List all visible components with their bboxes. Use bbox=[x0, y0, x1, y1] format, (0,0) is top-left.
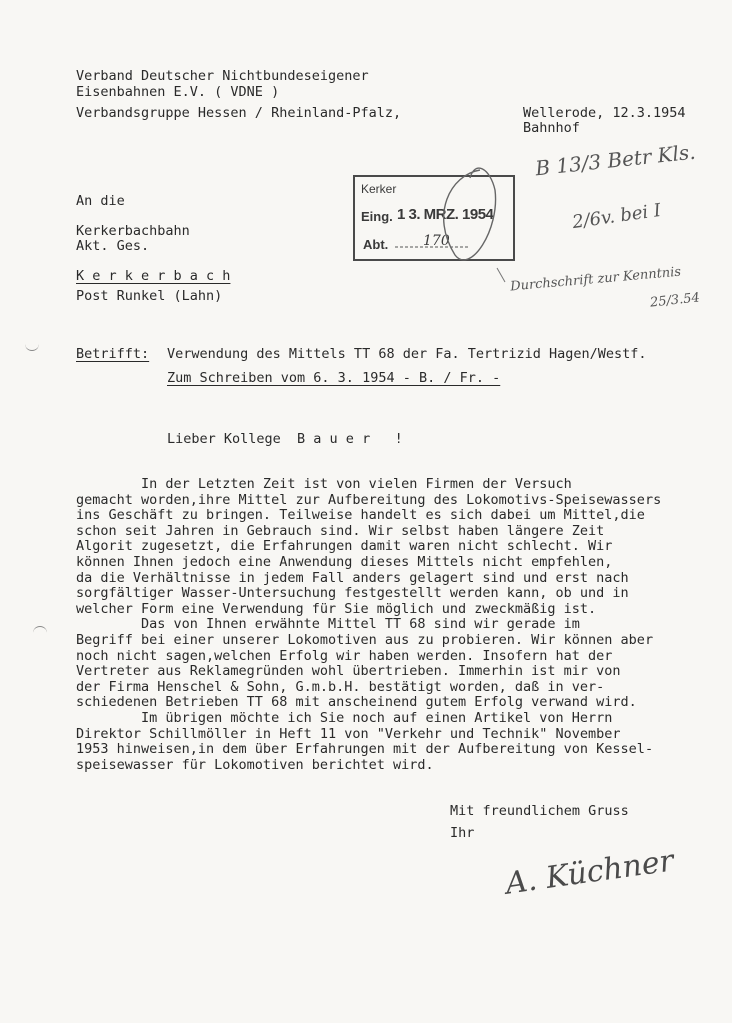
body-line: 1953 hinweisen,in dem über Erfahrungen mit der Aufbereitung von Kessel- bbox=[76, 741, 654, 758]
recipient-line-2: Kerkerbachbahn bbox=[76, 223, 190, 239]
body-line: können Ihnen jedoch eine Anwendung dieses Mittels nicht empfehlen, bbox=[76, 554, 613, 570]
recipient-line-1: An die bbox=[76, 193, 125, 209]
handwritten-note-routing: B 13/3 Betr Kls. bbox=[534, 139, 697, 181]
body-line: Algorit zugesetzt, die Erfahrungen damit waren nicht schlecht. Wir bbox=[76, 538, 613, 555]
body-line: Im übrigen möchte ich Sie noch auf einen Artikel von Herrn bbox=[76, 710, 613, 726]
sender-line-2: Eisenbahnen E.V. ( VDNE ) bbox=[76, 84, 280, 100]
body-line: In der Letzten Zeit ist von vielen Firmen der Versuch bbox=[76, 476, 572, 492]
salutation: Lieber Kollege B a u e r ! bbox=[167, 431, 403, 447]
stamp-dept-value: 170 bbox=[423, 233, 450, 249]
body-line: sorgfältiger Wasser-Untersuchung festgestellt werden kann, ob und in bbox=[76, 585, 629, 602]
body-line: gemacht worden,ihre Mittel zur Aufbereitung des Lokomotivs-Speisewassers bbox=[76, 491, 662, 508]
closing-greeting: Mit freundlichem Gruss bbox=[450, 803, 629, 819]
sender-line-1: Verband Deutscher Nichtbundeseigener bbox=[76, 68, 369, 84]
body-line: speisewasser für Lokomotiven berichtet wird. bbox=[76, 756, 434, 773]
place-station: Bahnhof bbox=[523, 120, 580, 136]
stamp-dept-label: Abt. bbox=[363, 237, 389, 252]
closing-ihr: Ihr bbox=[450, 825, 475, 841]
subject-line-1: Verwendung des Mittels TT 68 der Fa. Tertrizid Hagen/Westf. bbox=[167, 346, 647, 362]
handwritten-note-date: 2/6v. bei I bbox=[570, 199, 663, 234]
stamp-received-label: Eing. bbox=[361, 209, 393, 224]
body-line: welcher Form eine Verwendung für Sie möglich und zweckmäßig ist. bbox=[76, 600, 597, 617]
stamp-company: Kerker bbox=[361, 182, 397, 196]
handwritten-note-copy: Durchschrift zur Kenntnis bbox=[509, 264, 682, 295]
body-line: schon seit Jahren in Gebrauch sind. Wir selbst haben längere Zeit bbox=[76, 522, 605, 539]
body-line: Das von Ihnen erwähnte Mittel TT 68 sind wir gerade im bbox=[76, 616, 580, 633]
punch-mark-bottom bbox=[33, 626, 47, 633]
body-line: schiedenen Betrieben TT 68 mit anscheinend gutem Erfolg verwand wird. bbox=[76, 694, 637, 711]
body-line: ins Geschäft zu bringen. Teilweise handelt es sich dabei um Mittel,die bbox=[76, 507, 645, 524]
subject-line-2: Zum Schreiben vom 6. 3. 1954 - B. / Fr. - bbox=[167, 370, 501, 386]
subject-label: Betrifft: bbox=[76, 346, 150, 362]
body-line: Direktor Schillmöller in Heft 11 von "Verkehr und Technik" November bbox=[76, 725, 621, 742]
stamp-received-date: 1 3. MRZ. 1954 bbox=[397, 206, 494, 223]
body-line: Begriff bei einer unserer Lokomotiven aus zu probieren. Wir können aber bbox=[76, 632, 654, 648]
sender-line-3: Verbandsgruppe Hessen / Rheinland-Pfalz, bbox=[76, 105, 402, 121]
recipient-post: Post Runkel (Lahn) bbox=[76, 288, 223, 304]
body-line: der Firma Henschel & Sohn, G.m.b.H. bestätigt worden, daß in ver- bbox=[76, 678, 605, 695]
recipient-line-3: Akt. Ges. bbox=[76, 238, 150, 254]
body-line: da die Verhältnisse in jedem Fall anders gelagert sind und erst nach bbox=[76, 569, 629, 586]
place-date: Wellerode, 12.3.1954 bbox=[523, 105, 686, 121]
body-line: noch nicht sagen,welchen Erfolg wir haben werden. Insofern hat der bbox=[76, 647, 613, 664]
body-line: Vertreter aus Reklamegründen wohl übertrieben. Immerhin ist mir von bbox=[76, 663, 621, 680]
recipient-city: K e r k e r b a c h bbox=[76, 268, 231, 284]
signature: A. Küchner bbox=[503, 843, 676, 902]
handwritten-note-initial-date: 25/3.54 bbox=[649, 290, 701, 311]
